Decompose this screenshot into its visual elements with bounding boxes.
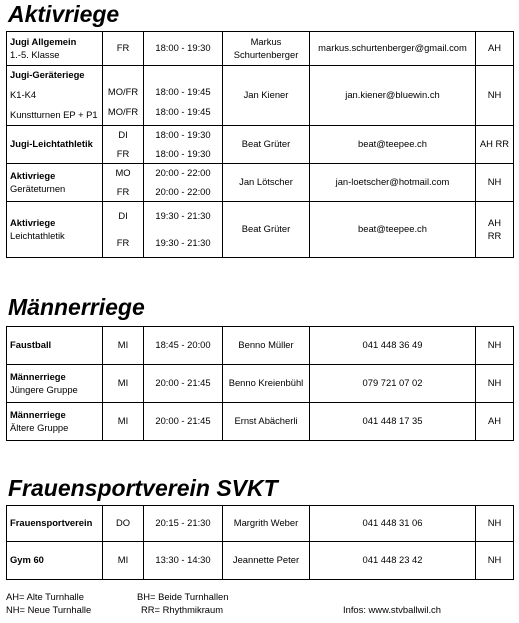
contact-cell[interactable]: markus.schurtenberger@gmail.com (310, 32, 476, 66)
group-name-cell: Gym 60 (7, 542, 103, 580)
contact-cell[interactable]: jan.kiener@bluewin.ch (310, 66, 476, 126)
legend-nh: NH= Neue Turnhalle (6, 604, 92, 615)
table-row (7, 66, 514, 126)
leader-cell: Margrith Weber (223, 506, 310, 542)
legend-bh: BH= Beide Turnhallen (137, 591, 229, 602)
hall-cell: NH (476, 164, 514, 202)
section-title-maennerriege: Männerriege (8, 294, 145, 320)
section-title-frauen: Frauensportverein SVKT (8, 475, 278, 501)
group-name-cell: Aktivriege Geräteturnen (7, 164, 103, 202)
hall-cell: AH RR (476, 126, 514, 164)
group-name-cell: Faustball (7, 327, 103, 365)
group-name-cell: Jugi-Geräteriege K1-K4 Kunstturnen EP + P1 (7, 66, 103, 126)
contact-cell[interactable]: 041 448 31 06 (310, 506, 476, 542)
time-cell: 18:00 - 19:45 18:00 - 19:45 (144, 66, 223, 126)
leader-cell: Jan Lötscher (223, 164, 310, 202)
section-title-aktivriege: Aktivriege (8, 1, 120, 27)
day-cell: MI (103, 403, 144, 441)
hall-cell: NH (476, 365, 514, 403)
group-name-cell: Jugi Allgemein 1.-5. Klasse (7, 32, 103, 66)
leader-cell: Ernst Abächerli (223, 403, 310, 441)
leader-cell: Jeannette Peter (223, 542, 310, 580)
hall-cell: AH RR (476, 202, 514, 258)
table-row (7, 506, 514, 542)
table-row (7, 403, 514, 441)
group-name-cell: Frauensportverein (7, 506, 103, 542)
day-cell: DO (103, 506, 144, 542)
table-row (7, 164, 514, 202)
time-cell: 19:30 - 21:30 19:30 - 21:30 (144, 202, 223, 258)
contact-cell[interactable]: 041 448 23 42 (310, 542, 476, 580)
time-cell: 20:00 - 21:45 (144, 403, 223, 441)
table-row (7, 327, 514, 365)
contact-cell[interactable]: 041 448 17 35 (310, 403, 476, 441)
table-row (7, 202, 514, 258)
leader-cell: Beat Grüter (223, 126, 310, 164)
contact-cell[interactable]: 041 448 36 49 (310, 327, 476, 365)
time-cell: 20:00 - 22:00 20:00 - 22:00 (144, 164, 223, 202)
table-row (7, 32, 514, 66)
time-cell: 18:45 - 20:00 (144, 327, 223, 365)
hall-cell: NH (476, 506, 514, 542)
table-row (7, 126, 514, 164)
hall-cell: AH (476, 32, 514, 66)
hall-cell: NH (476, 66, 514, 126)
table-row (7, 365, 514, 403)
legend-ah: AH= Alte Turnhalle (6, 591, 84, 602)
time-cell: 20:15 - 21:30 (144, 506, 223, 542)
day-cell: MI (103, 327, 144, 365)
group-name-cell: Jugi-Leichtathletik (7, 126, 103, 164)
frauen-table (6, 505, 514, 580)
day-cell: MO/FR MO/FR (103, 66, 144, 126)
time-cell: 20:00 - 21:45 (144, 365, 223, 403)
day-cell: DI FR (103, 202, 144, 258)
day-cell: DI FR (103, 126, 144, 164)
info-link[interactable]: Infos: www.stvballwil.ch (343, 604, 441, 615)
day-cell: MI (103, 542, 144, 580)
contact-cell[interactable]: jan-loetscher@hotmail.com (310, 164, 476, 202)
group-name-cell: Männerriege Ältere Gruppe (7, 403, 103, 441)
maennerriege-table (6, 326, 514, 441)
contact-cell[interactable]: 079 721 07 02 (310, 365, 476, 403)
contact-cell[interactable]: beat@teepee.ch (310, 126, 476, 164)
leader-cell: Beat Grüter (223, 202, 310, 258)
hall-cell: NH (476, 327, 514, 365)
hall-cell: NH (476, 542, 514, 580)
time-cell: 13:30 - 14:30 (144, 542, 223, 580)
day-cell: MI (103, 365, 144, 403)
time-cell: 18:00 - 19:30 18:00 - 19:30 (144, 126, 223, 164)
leader-cell: Benno Kreienbühl (223, 365, 310, 403)
leader-cell: Markus Schurtenberger (223, 32, 310, 66)
day-cell: FR (103, 32, 144, 66)
hall-cell: AH (476, 403, 514, 441)
table-row (7, 542, 514, 580)
leader-cell: Jan Kiener (223, 66, 310, 126)
aktivriege-table (6, 31, 514, 258)
contact-cell[interactable]: beat@teepee.ch (310, 202, 476, 258)
legend-rr: RR= Rhythmikraum (141, 604, 224, 615)
group-name-cell: Aktivriege Leichtathletik (7, 202, 103, 258)
group-name-cell: Männerriege Jüngere Gruppe (7, 365, 103, 403)
time-cell: 18:00 - 19:30 (144, 32, 223, 66)
leader-cell: Benno Müller (223, 327, 310, 365)
day-cell: MO FR (103, 164, 144, 202)
